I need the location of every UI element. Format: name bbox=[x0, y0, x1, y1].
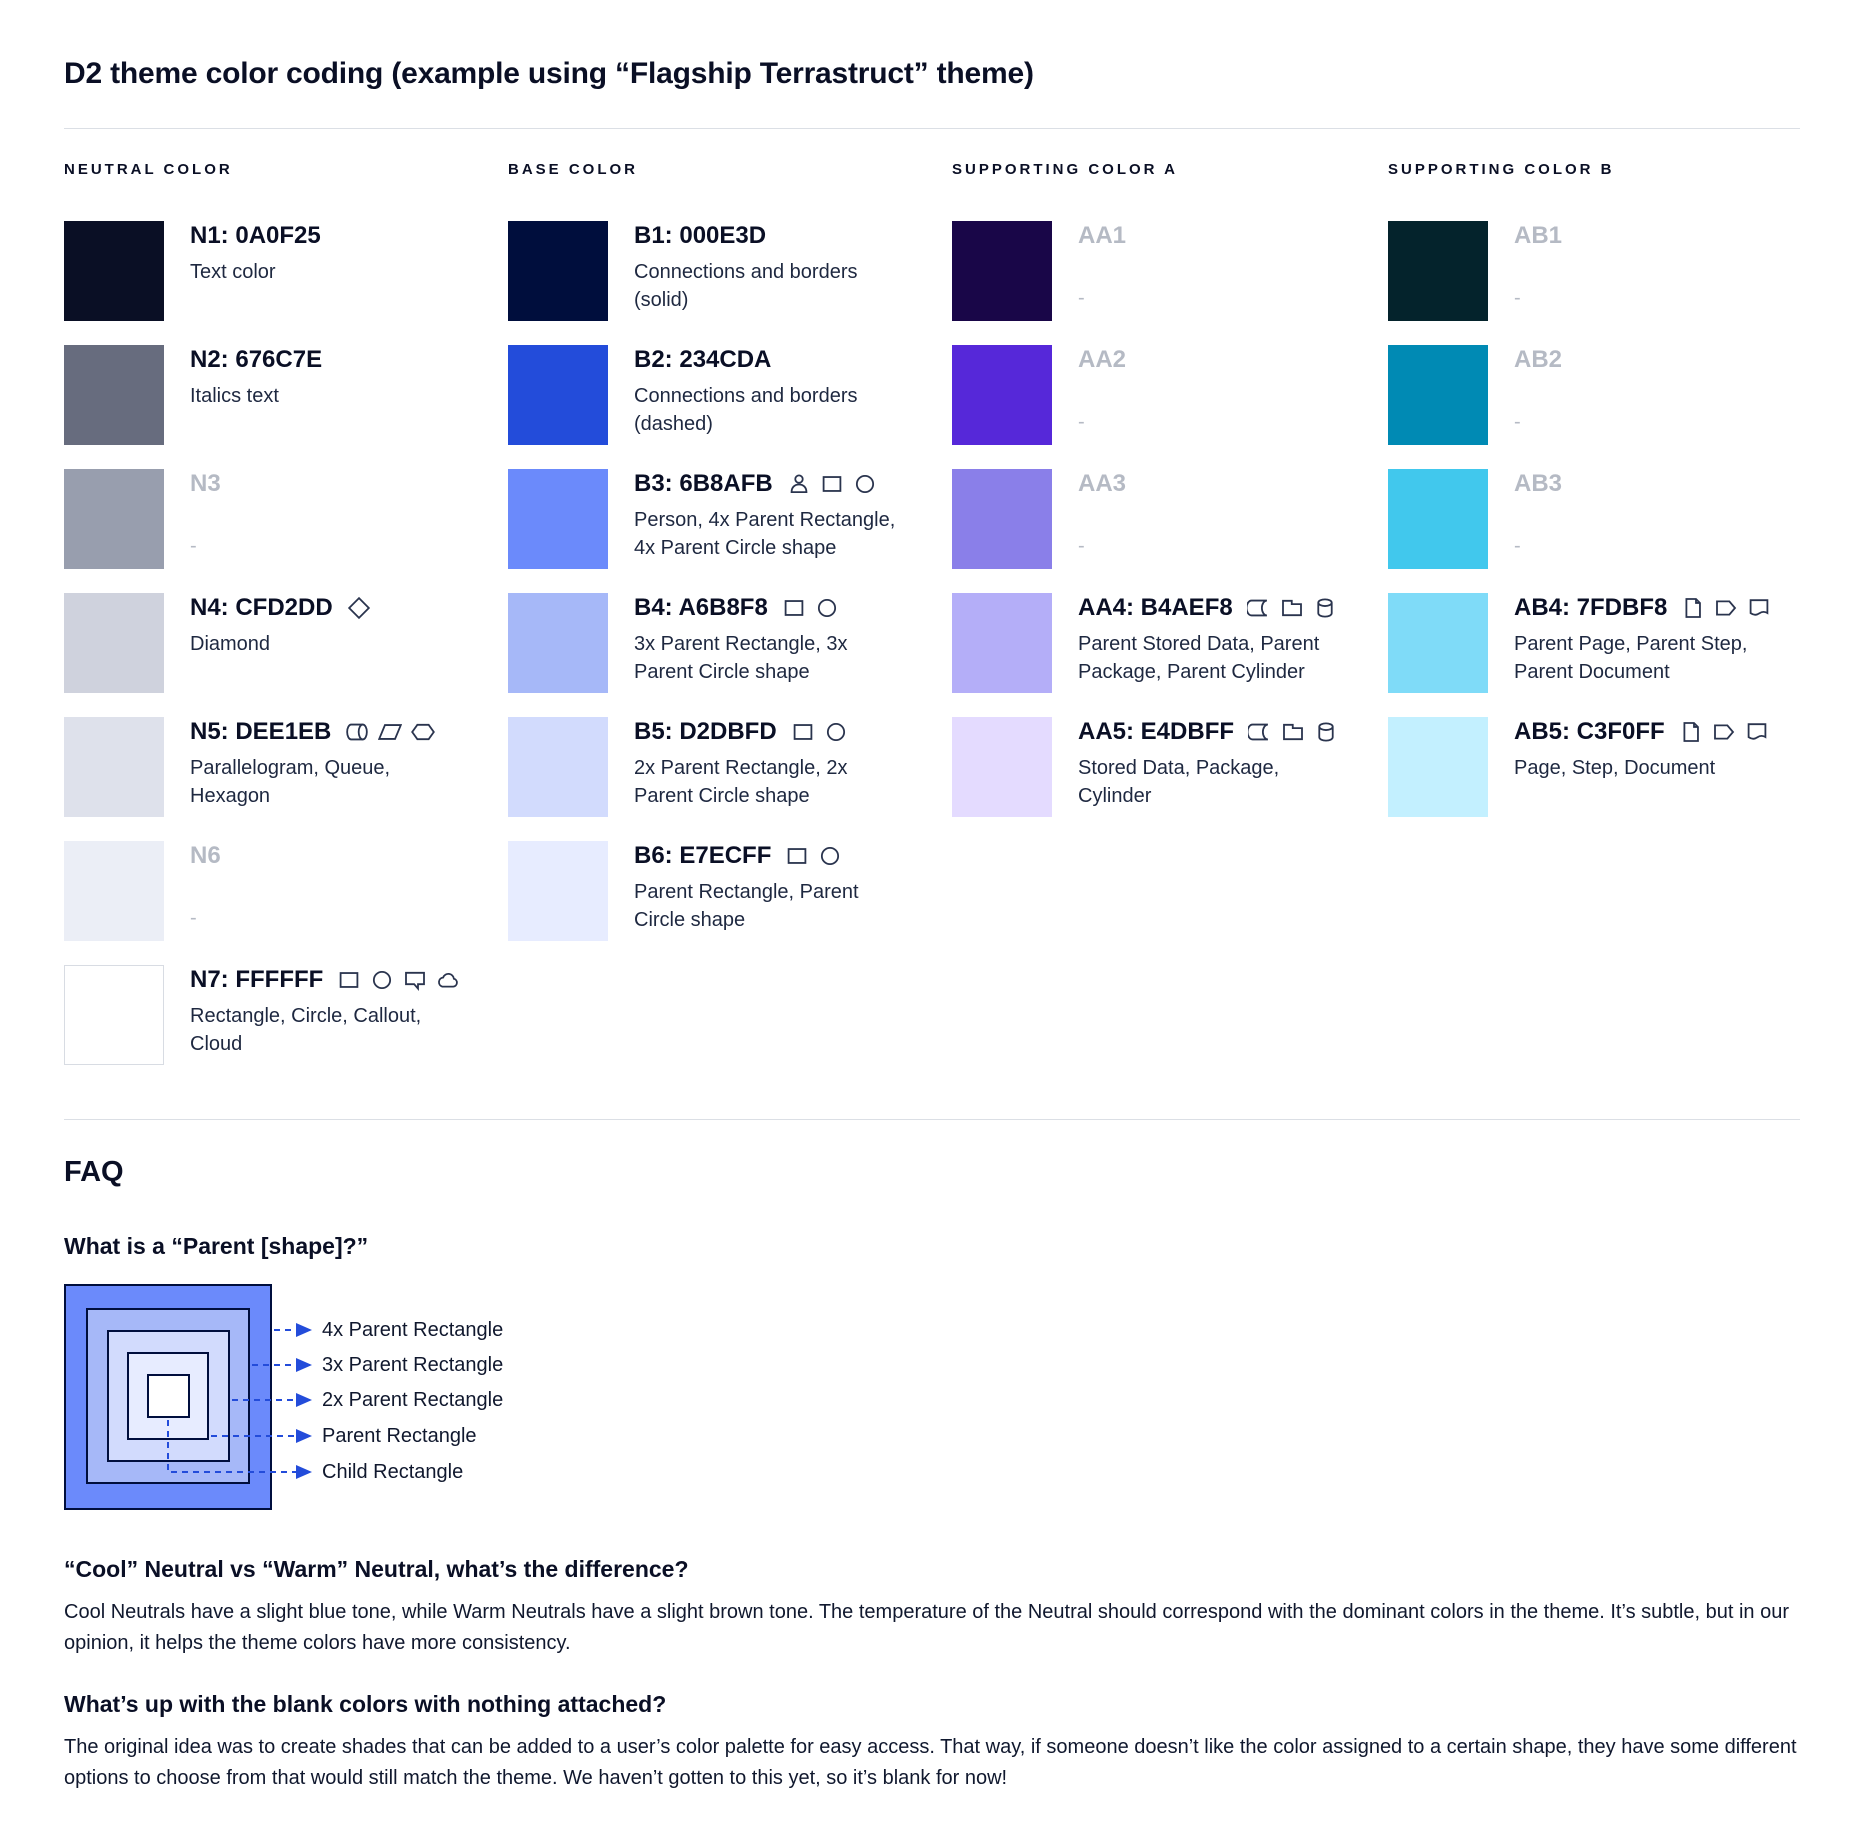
palette-entry bbox=[952, 717, 1388, 817]
color-label: AB5: C3F0FF bbox=[1514, 718, 1665, 745]
rectangle-icon bbox=[791, 720, 815, 744]
color-swatch bbox=[64, 717, 164, 817]
palette-entry bbox=[1388, 221, 1800, 321]
color-swatch bbox=[508, 717, 608, 817]
color-description: Page, Step, Document bbox=[1514, 757, 1716, 779]
shape-icons bbox=[1247, 596, 1337, 620]
color-description: - bbox=[1078, 411, 1085, 433]
color-description: - bbox=[1078, 535, 1085, 557]
color-swatch bbox=[64, 841, 164, 941]
top-divider bbox=[64, 128, 1800, 129]
faq-question-cool-warm: “Cool” Neutral vs “Warm” Neutral, what’s the difference? bbox=[64, 1556, 689, 1582]
color-label: B1: 000E3D bbox=[634, 222, 767, 249]
color-label: B2: 234CDA bbox=[634, 346, 772, 373]
shape-icons bbox=[345, 720, 435, 744]
shape-icons bbox=[787, 472, 877, 496]
color-swatch bbox=[1388, 593, 1488, 693]
queue-icon bbox=[345, 720, 369, 744]
diagram-label: Child Rectangle bbox=[322, 1461, 464, 1483]
shape-icons bbox=[1248, 720, 1338, 744]
palette-entry bbox=[64, 593, 508, 693]
rectangle-icon bbox=[785, 844, 809, 868]
palette-entry bbox=[1388, 345, 1800, 445]
color-description: - bbox=[1078, 287, 1085, 309]
cloud-icon bbox=[436, 968, 460, 992]
package-icon bbox=[1281, 720, 1305, 744]
color-label: N6 bbox=[190, 842, 221, 869]
palette-entry bbox=[952, 221, 1388, 321]
faq-question-parent-shape: What is a “Parent [shape]?” bbox=[64, 1233, 369, 1259]
color-label: AB1 bbox=[1514, 222, 1563, 249]
column-header: BASE COLOR bbox=[508, 161, 639, 178]
color-swatch bbox=[1388, 717, 1488, 817]
step-icon bbox=[1714, 596, 1738, 620]
page-icon bbox=[1681, 596, 1705, 620]
color-swatch bbox=[508, 469, 608, 569]
color-label: AA3 bbox=[1078, 470, 1127, 497]
color-swatch bbox=[508, 221, 608, 321]
palette-entry bbox=[64, 965, 508, 1065]
color-label: AB3 bbox=[1514, 470, 1563, 497]
color-description: 3x Parent Rectangle, 3x Parent Circle shape bbox=[634, 633, 848, 683]
circle-icon bbox=[824, 720, 848, 744]
color-description: Connections and borders (dashed) bbox=[634, 385, 858, 435]
color-label: N3 bbox=[190, 470, 221, 497]
color-description: 2x Parent Rectangle, 2x Parent Circle shape bbox=[634, 757, 848, 807]
palette-entry bbox=[952, 593, 1388, 693]
person-icon bbox=[787, 472, 811, 496]
rectangle-icon bbox=[782, 596, 806, 620]
color-label: AA5: E4DBFF bbox=[1078, 718, 1235, 745]
palette-entry bbox=[64, 345, 508, 445]
color-description: - bbox=[1514, 411, 1521, 433]
palette-column-4 bbox=[1388, 161, 1800, 1089]
cylinder-icon bbox=[1314, 720, 1338, 744]
color-swatch bbox=[508, 593, 608, 693]
color-label: N1: 0A0F25 bbox=[190, 222, 321, 249]
color-label: N5: DEE1EB bbox=[190, 718, 332, 745]
diamond-icon bbox=[347, 596, 371, 620]
stored-data-icon bbox=[1247, 596, 1271, 620]
color-label: N2: 676C7E bbox=[190, 346, 323, 373]
faq-answer-cool-warm: Cool Neutrals have a slight blue tone, while Warm Neutrals have a slight brown tone. The temperature of the Neutral should correspond with the dominant colors in the theme. It’s subtle, but in our opinion, it helps the theme colors have more consistency. bbox=[64, 1601, 1789, 1654]
color-swatch bbox=[1388, 345, 1488, 445]
stored-data-icon bbox=[1248, 720, 1272, 744]
rectangle-icon bbox=[337, 968, 361, 992]
color-swatch bbox=[952, 593, 1052, 693]
color-label: AA1 bbox=[1078, 222, 1127, 249]
color-description: Rectangle, Circle, Callout, Cloud bbox=[190, 1005, 422, 1055]
palette-entry bbox=[508, 593, 952, 693]
document-icon bbox=[1747, 596, 1771, 620]
cylinder-icon bbox=[1313, 596, 1337, 620]
color-swatch bbox=[952, 221, 1052, 321]
color-swatch bbox=[952, 717, 1052, 817]
color-swatch bbox=[64, 965, 164, 1065]
faq-heading: FAQ bbox=[64, 1156, 124, 1188]
color-description: - bbox=[1514, 287, 1521, 309]
palette-entry bbox=[1388, 469, 1800, 569]
color-description: - bbox=[1514, 535, 1521, 557]
color-description: - bbox=[190, 535, 197, 557]
diagram-label: Parent Rectangle bbox=[322, 1425, 477, 1447]
color-label: B3: 6B8AFB bbox=[634, 470, 773, 497]
callout-icon bbox=[403, 968, 427, 992]
column-header: SUPPORTING COLOR A bbox=[952, 161, 1178, 178]
color-label: N7: FFFFFF bbox=[190, 966, 324, 993]
color-description: Parent Rectangle, Parent Circle shape bbox=[634, 881, 859, 931]
color-label: B4: A6B8F8 bbox=[634, 594, 768, 621]
color-label: B5: D2DBFD bbox=[634, 718, 777, 745]
column-header: NEUTRAL COLOR bbox=[64, 161, 233, 178]
color-swatch bbox=[1388, 469, 1488, 569]
color-description: Italics text bbox=[190, 385, 279, 407]
color-swatch bbox=[952, 469, 1052, 569]
color-description: Connections and borders (solid) bbox=[634, 261, 858, 311]
palette-entry bbox=[1388, 593, 1800, 693]
color-swatch bbox=[64, 469, 164, 569]
palette-entry bbox=[64, 841, 508, 941]
circle-icon bbox=[853, 472, 877, 496]
color-swatch bbox=[952, 345, 1052, 445]
palette-column-1 bbox=[64, 161, 508, 1089]
color-swatch bbox=[64, 345, 164, 445]
palette-entry bbox=[952, 345, 1388, 445]
page-title: D2 theme color coding (example using “Flagship Terrastruct” theme) bbox=[64, 57, 1034, 90]
palette-entry bbox=[508, 345, 952, 445]
palette-entry bbox=[508, 469, 952, 569]
faq-question-blank-colors: What’s up with the blank colors with nothing attached? bbox=[64, 1691, 667, 1717]
color-swatch bbox=[508, 841, 608, 941]
parent-shape-diagram bbox=[64, 1284, 784, 1512]
color-label: AB4: 7FDBF8 bbox=[1514, 594, 1668, 621]
diagram-label: 4x Parent Rectangle bbox=[322, 1319, 504, 1341]
color-label: N4: CFD2DD bbox=[190, 594, 333, 621]
color-label: AA2 bbox=[1078, 346, 1127, 373]
color-label: B6: E7ECFF bbox=[634, 842, 772, 869]
color-description: Parent Page, Parent Step, Parent Document bbox=[1514, 633, 1748, 683]
shape-icons bbox=[782, 596, 839, 620]
color-swatch bbox=[508, 345, 608, 445]
color-swatch bbox=[64, 593, 164, 693]
hexagon-icon bbox=[411, 720, 435, 744]
color-description: - bbox=[190, 907, 197, 929]
column-header: SUPPORTING COLOR B bbox=[1388, 161, 1615, 178]
color-swatch bbox=[64, 221, 164, 321]
faq-answer-blank-colors: The original idea was to create shades that can be added to a user’s color palette for easy access. That way, if someone doesn’t like the color assigned to a certain shape, they have some different options to choose from that would still match the theme. We haven’t gotten to this yet, so it’s blank for now! bbox=[64, 1736, 1797, 1789]
circle-icon bbox=[370, 968, 394, 992]
color-description: Stored Data, Package, Cylinder bbox=[1078, 757, 1280, 807]
shape-icons bbox=[785, 844, 842, 868]
color-description: Parallelogram, Queue, Hexagon bbox=[190, 757, 391, 807]
color-description: Parent Stored Data, Parent Package, Parent Cylinder bbox=[1078, 633, 1320, 683]
palette-entry bbox=[508, 717, 952, 817]
palette-entry bbox=[952, 469, 1388, 569]
shape-icons bbox=[1679, 720, 1769, 744]
circle-icon bbox=[815, 596, 839, 620]
document-icon bbox=[1745, 720, 1769, 744]
palette-column-3 bbox=[952, 161, 1388, 1089]
circle-icon bbox=[818, 844, 842, 868]
step-icon bbox=[1712, 720, 1736, 744]
package-icon bbox=[1280, 596, 1304, 620]
diagram-label: 2x Parent Rectangle bbox=[322, 1389, 504, 1411]
shape-icons bbox=[1681, 596, 1771, 620]
color-description: Person, 4x Parent Rectangle, 4x Parent Circle shape bbox=[634, 509, 896, 559]
palette-entry bbox=[64, 717, 508, 817]
diagram-label: 3x Parent Rectangle bbox=[322, 1354, 504, 1376]
diagram-arrows bbox=[64, 1284, 784, 1512]
shape-icons bbox=[347, 596, 371, 620]
palette-entry bbox=[508, 221, 952, 321]
palette-column-2 bbox=[508, 161, 952, 1089]
shape-icons bbox=[791, 720, 848, 744]
faq-divider bbox=[64, 1119, 1800, 1120]
palette-entry bbox=[1388, 717, 1800, 817]
color-description: Diamond bbox=[190, 633, 271, 655]
palette bbox=[64, 161, 1800, 1089]
palette-entry bbox=[64, 221, 508, 321]
color-label: AB2 bbox=[1514, 346, 1563, 373]
rectangle-icon bbox=[820, 472, 844, 496]
palette-entry bbox=[508, 841, 952, 941]
color-swatch bbox=[1388, 221, 1488, 321]
parallelogram-icon bbox=[378, 720, 402, 744]
palette-entry bbox=[64, 469, 508, 569]
color-description: Text color bbox=[190, 261, 276, 283]
shape-icons bbox=[337, 968, 460, 992]
color-label: AA4: B4AEF8 bbox=[1078, 594, 1233, 621]
page-icon bbox=[1679, 720, 1703, 744]
